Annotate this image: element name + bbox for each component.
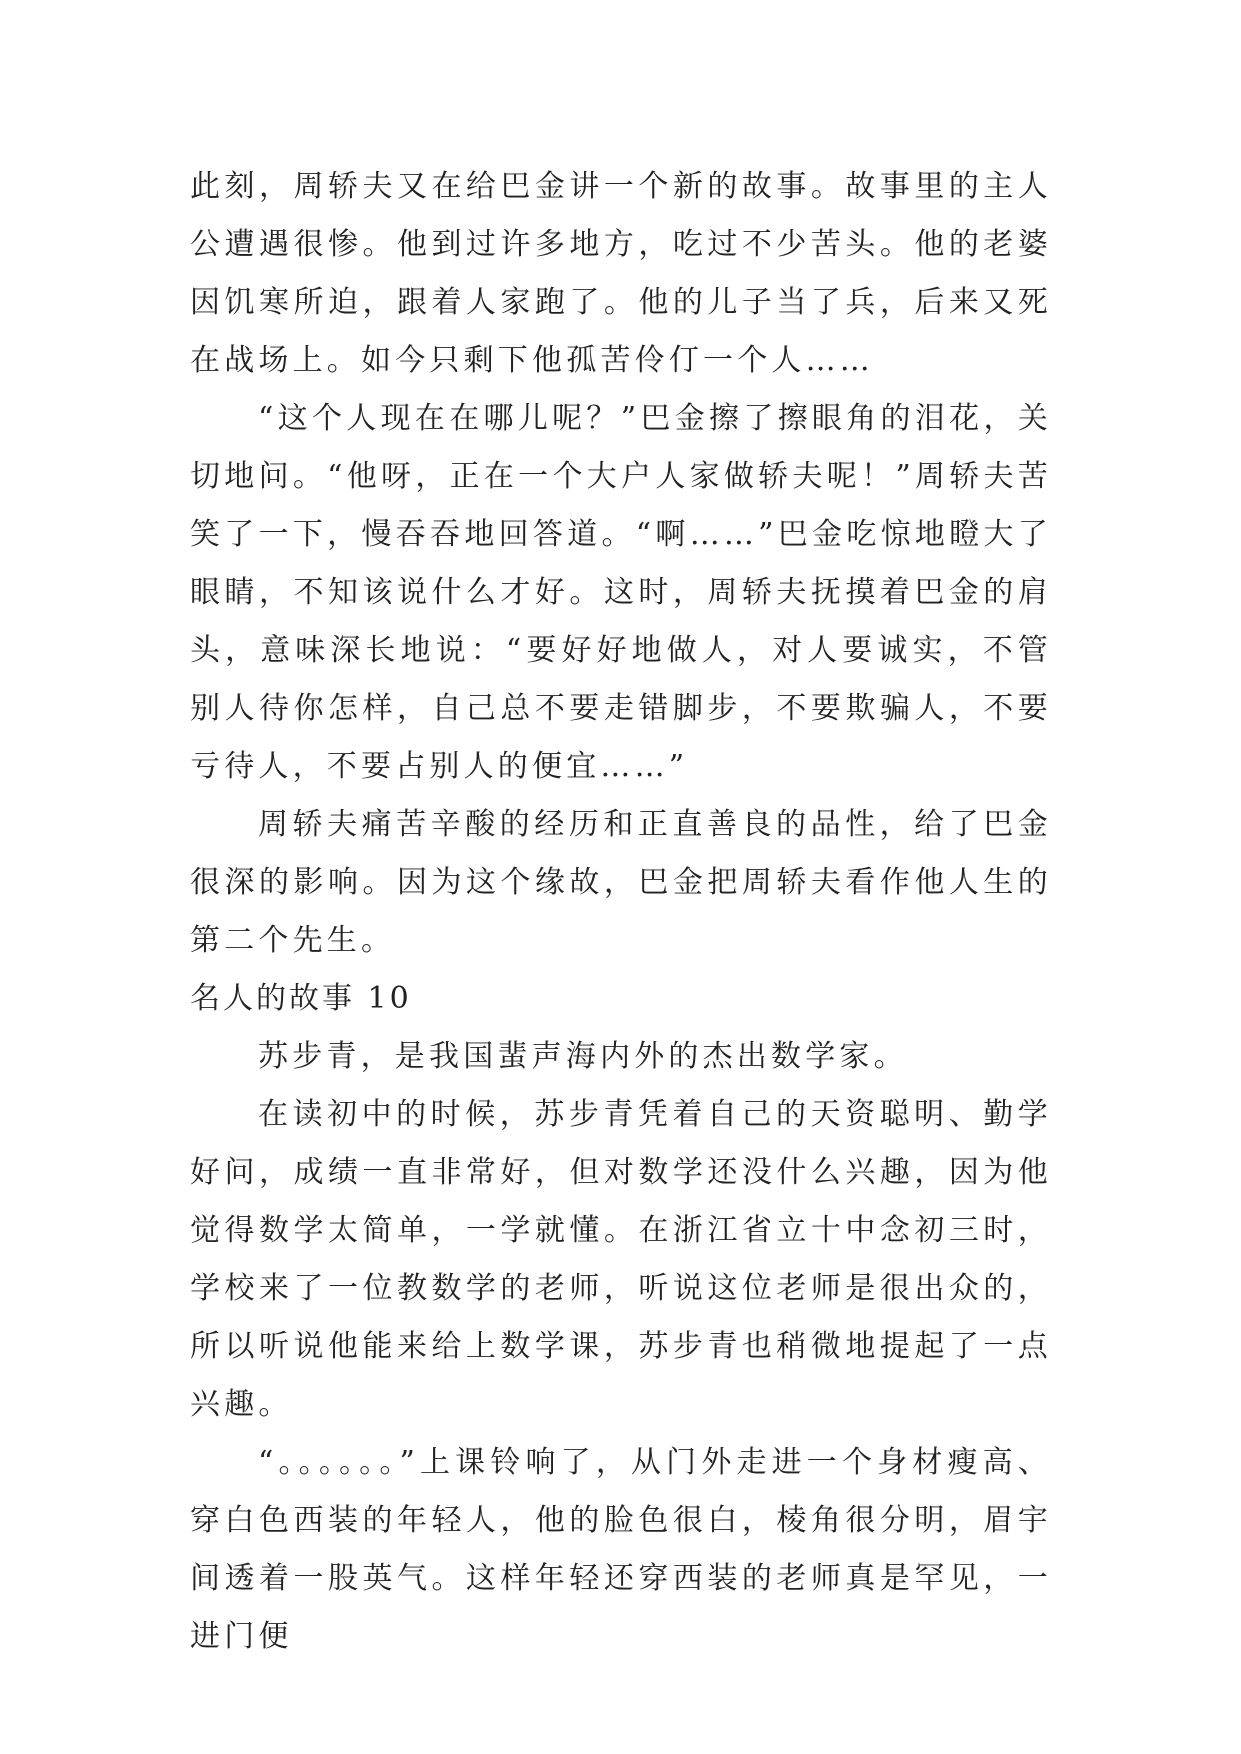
section-heading: 名人的故事 10 [190, 981, 412, 1016]
paragraph-influence: 周轿夫痛苦辛酸的经历和正直善良的品性，给了巴金很深的影响。因为这个缘故，巴金把周轿夫看作他人生的第二个先生。 [190, 807, 1052, 958]
paragraph-intro-su-buqing: 苏步青，是我国蜚声海内外的杰出数学家。 [258, 1039, 908, 1074]
paragraph-new-teacher: “。。。。。。”上课铃响了，从门外走进一个身材瘦高、穿白色西装的年轻人，他的脸色很白，棱角很分明，眉宇间透着一股英气。这样年轻还穿西装的老师真是罕见，一进门便 [190, 1445, 1052, 1654]
document-page [190, 158, 1052, 1666]
paragraph-story-continuation: 此刻，周轿夫又在给巴金讲一个新的故事。故事里的主人公遭遇很惨。他到过许多地方，吃过不少苦头。他的老婆因饥寒所迫，跟着人家跑了。他的儿子当了兵，后来又死在战场上。如今只剩下他孤苦伶仃一个人…… [190, 169, 1052, 378]
paragraph-middle-school: 在读初中的时候，苏步青凭着自己的天资聪明、勤学好问，成绩一直非常好，但对数学还没什么兴趣，因为他觉得数学太简单，一学就懂。在浙江省立十中念初三时，学校来了一位教数学的老师，听说这位老师是很出众的，所以听说他能来给上数学课，苏步青也稍微地提起了一点兴趣。 [190, 1097, 1052, 1422]
paragraph-dialogue: “这个人现在在哪儿呢？”巴金擦了擦眼角的泪花，关切地问。“他呀，正在一个大户人家做轿夫呢！”周轿夫苦笑了一下，慢吞吞地回答道。“啊……”巴金吃惊地瞪大了眼睛，不知该说什么才好。这时，周轿夫抚摸着巴金的肩头，意味深长地说：“要好好地做人，对人要诚实，不管别人待你怎样，自己总不要走错脚步，不要欺骗人，不要亏待人，不要占别人的便宜……” [190, 401, 1052, 784]
